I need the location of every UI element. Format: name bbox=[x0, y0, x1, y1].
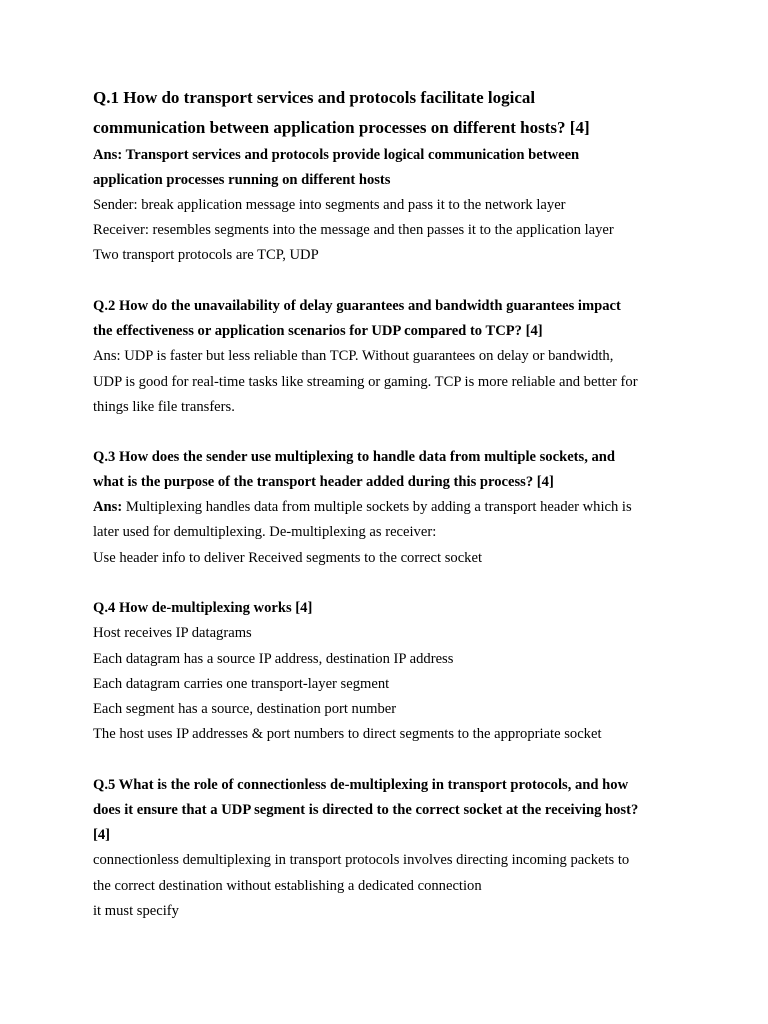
q1-body-line-3: Two transport protocols are TCP, UDP bbox=[93, 247, 319, 263]
q2-body-line-1: Ans: UDP is faster but less reliable than TCP. Without guarantees on delay or bandwidth, bbox=[93, 348, 614, 364]
q1-body-line-1: Sender: break application message into segments and pass it to the network layer bbox=[93, 197, 566, 213]
q5-question-line-3: [4] bbox=[93, 827, 111, 843]
q1-question-line-1: Q.1 How do transport services and protocols facilitate logical bbox=[93, 88, 536, 107]
q1-body-line-2: Receiver: resembles segments into the message and then passes it to the application layer bbox=[93, 222, 614, 238]
q4-question-line-1: Q.4 How de-multiplexing works [4] bbox=[93, 600, 313, 616]
q3-answer-text: Multiplexing handles data from multiple sockets by adding a transport header which is bbox=[122, 499, 632, 515]
q5-question-line-2: does it ensure that a UDP segment is directed to the correct socket at the receiving host? bbox=[93, 802, 639, 818]
q3-answer-label: Ans: bbox=[93, 499, 123, 515]
q4-body-line-5: The host uses IP addresses & port numbers to direct segments to the appropriate socket bbox=[93, 726, 602, 742]
q4-body-line-1: Host receives IP datagrams bbox=[93, 625, 252, 641]
q1-question-line-2: communication between application processes on different hosts? [4] bbox=[93, 118, 590, 137]
q3-question-line-1: Q.3 How does the sender use multiplexing to handle data from multiple sockets, and bbox=[93, 449, 616, 465]
q4-body-line-3: Each datagram carries one transport-layer segment bbox=[93, 676, 390, 692]
q3-answer-line bbox=[93, 498, 632, 516]
q5-body-line-1: connectionless demultiplexing in transport protocols involves directing incoming packets to bbox=[93, 852, 630, 868]
q5-body-line-3: it must specify bbox=[93, 903, 179, 919]
q2-question-line-2: the effectiveness or application scenarios for UDP compared to TCP? [4] bbox=[93, 323, 543, 339]
q2-body-line-3: things like file transfers. bbox=[93, 399, 235, 415]
q1-answer-line-1: Ans: Transport services and protocols provide logical communication between bbox=[93, 147, 580, 163]
q4-body-line-4: Each segment has a source, destination port number bbox=[93, 701, 397, 717]
q3-body-line-2: Use header info to deliver Received segments to the correct socket bbox=[93, 550, 483, 566]
q4-body-line-2: Each datagram has a source IP address, destination IP address bbox=[93, 651, 454, 667]
q2-question-line-1: Q.2 How do the unavailability of delay guarantees and bandwidth guarantees impact bbox=[93, 298, 621, 314]
q3-question-line-2: what is the purpose of the transport header added during this process? [4] bbox=[93, 474, 554, 490]
q2-body-line-2: UDP is good for real-time tasks like streaming or gaming. TCP is more reliable and better for bbox=[93, 374, 638, 390]
q5-body-line-2: the correct destination without establishing a dedicated connection bbox=[93, 878, 482, 894]
q5-question-line-1: Q.5 What is the role of connectionless de-multiplexing in transport protocols, and how bbox=[93, 777, 629, 793]
q3-body-line-1: later used for demultiplexing. De-multiplexing as receiver: bbox=[93, 524, 437, 540]
q1-answer-line-2: application processes running on different hosts bbox=[93, 172, 391, 188]
